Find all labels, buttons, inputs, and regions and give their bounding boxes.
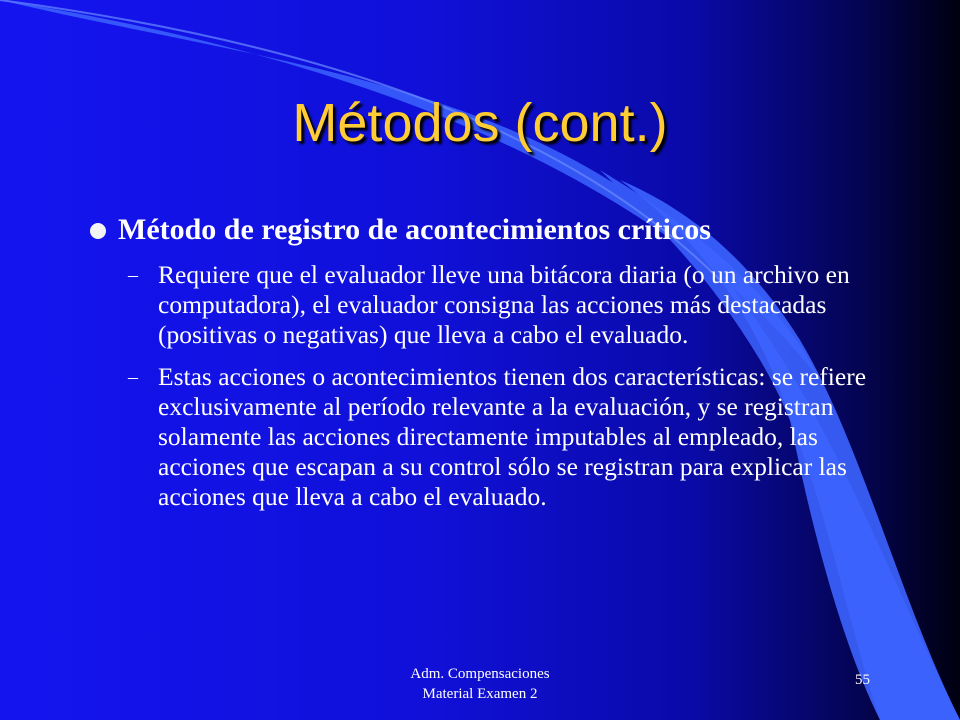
sub-item (90, 260, 880, 350)
sub-item-text: Requiere que el evaluador lleve una bitácora diaria (o un archivo en computadora), el evaluador consigna las acciones más destacadas (positivas o negativas) que lleva a cabo el evaluado. (158, 260, 850, 349)
dash-icon: – (128, 366, 138, 388)
footer-line-1: Adm. Compensaciones (410, 666, 550, 682)
main-bullet (90, 210, 880, 250)
page-number: 55 (855, 672, 870, 688)
bullet-dot-icon (90, 223, 106, 239)
slide-body (90, 210, 880, 524)
slide-title: Métodos (cont.) (292, 93, 668, 153)
sub-item (90, 362, 880, 512)
dash-icon: – (128, 264, 138, 286)
sub-item-text: Estas acciones o acontecimientos tienen dos características: se refiere exclusivamente al período relevante a la evaluación, y se registran solamente las acciones directamente imputables al empleado, las acciones que escapan a su control sólo se registran para explicar las acciones que lleva a cabo el evaluado. (158, 362, 867, 511)
footer-line-2: Material Examen 2 (422, 686, 538, 702)
main-bullet-text: Método de registro de acontecimientos críticos (118, 213, 711, 246)
footer (330, 664, 630, 704)
